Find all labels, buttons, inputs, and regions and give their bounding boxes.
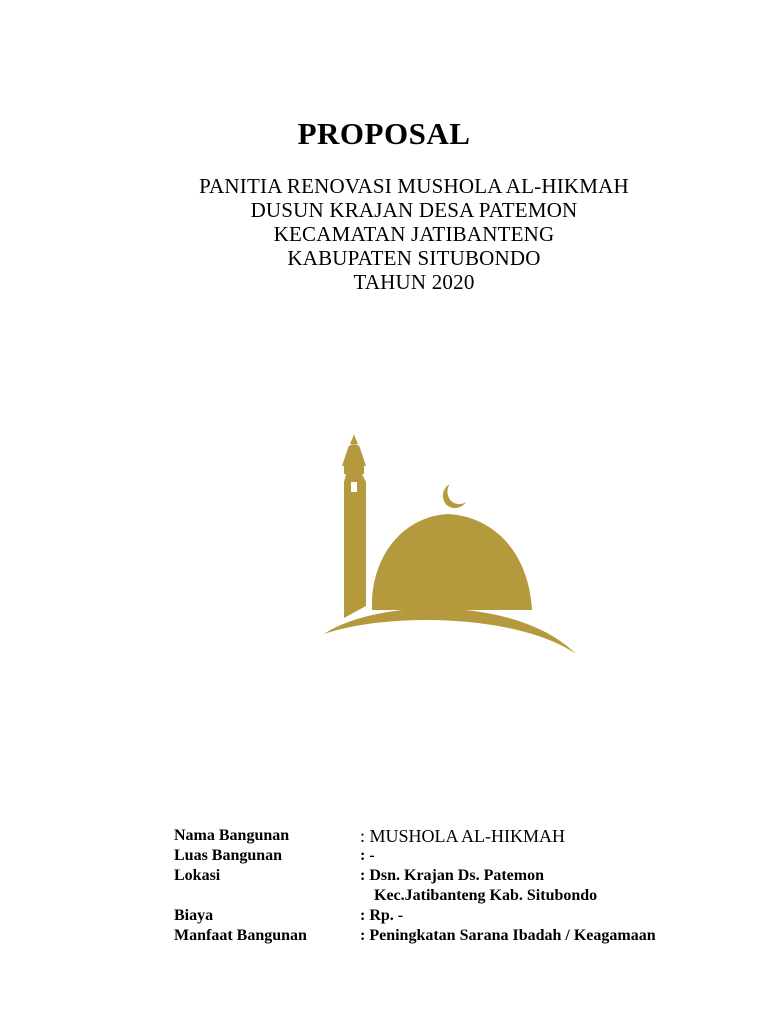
detail-row-continuation xyxy=(174,886,656,906)
subtitle-line: TAHUN 2020 xyxy=(353,270,475,294)
detail-value: : Rp. - xyxy=(360,907,404,924)
dome xyxy=(372,514,532,610)
minaret-finial xyxy=(350,434,358,444)
detail-row xyxy=(174,846,656,866)
detail-label: Lokasi xyxy=(174,867,221,884)
subtitle-line: PANITIA RENOVASI MUSHOLA AL-HIKMAH xyxy=(199,174,629,198)
detail-row xyxy=(174,826,656,846)
details-table xyxy=(174,826,656,946)
minaret-body xyxy=(344,474,366,618)
detail-label: Manfaat Bangunan xyxy=(174,927,307,944)
detail-label: Nama Bangunan xyxy=(174,827,290,844)
detail-value: : Peningkatan Sarana Ibadah / Keagamaan xyxy=(360,927,656,944)
detail-value: Kec.Jatibanteng Kab. Situbondo xyxy=(374,887,598,904)
minaret-window xyxy=(351,482,357,492)
proposal-title: PROPOSAL xyxy=(297,116,471,151)
detail-value: : Dsn. Krajan Ds. Patemon xyxy=(360,867,544,884)
minaret-top xyxy=(342,444,366,466)
detail-label: Biaya xyxy=(174,907,214,924)
subtitle-block xyxy=(0,174,768,294)
detail-value: : - xyxy=(360,847,375,864)
detail-row xyxy=(174,866,656,886)
subtitle-line: DUSUN KRAJAN DESA PATEMON xyxy=(250,198,578,222)
detail-label: Luas Bangunan xyxy=(174,847,283,864)
subtitle-line: KABUPATEN SITUBONDO xyxy=(287,246,541,270)
crescent xyxy=(443,484,466,508)
ground-arc xyxy=(324,608,576,654)
detail-row xyxy=(174,926,656,946)
detail-row xyxy=(174,906,656,926)
subtitle-line: KECAMATAN JATIBANTENG xyxy=(273,222,555,246)
mosque-icon xyxy=(318,428,580,658)
minaret-ring xyxy=(344,466,364,474)
detail-value: : MUSHOLA AL-HIKMAH xyxy=(360,826,566,846)
